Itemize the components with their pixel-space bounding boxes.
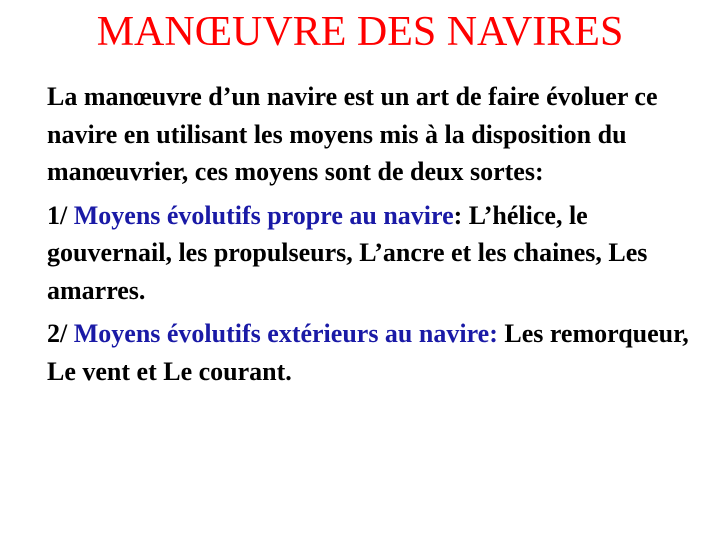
- item-1-heading: Moyens évolutifs propre au navire: [73, 200, 454, 230]
- item-2: [47, 315, 697, 390]
- item-2-heading: Moyens évolutifs extérieurs au navire:: [73, 319, 498, 348]
- slide-body: [47, 78, 697, 396]
- slide-title: MANŒUVRE DES NAVIRES: [96, 9, 624, 55]
- item-2-number: 2/: [47, 319, 74, 348]
- item-1-number: 1/: [47, 200, 74, 230]
- item-1-text: : L’hélice, le gouvernail, les propulseurs, L’ancre et les chaines, Les amarres.: [47, 200, 648, 305]
- intro-paragraph: La manœuvre d’un navire est un art de faire évoluer ce navire en utilisant les moyens mis à la disposition du manœuvrier, ces moyens sont de deux sortes:: [47, 82, 658, 186]
- item-2-text: Les remorqueur, Le vent et Le courant.: [47, 319, 689, 386]
- item-1: [47, 197, 697, 310]
